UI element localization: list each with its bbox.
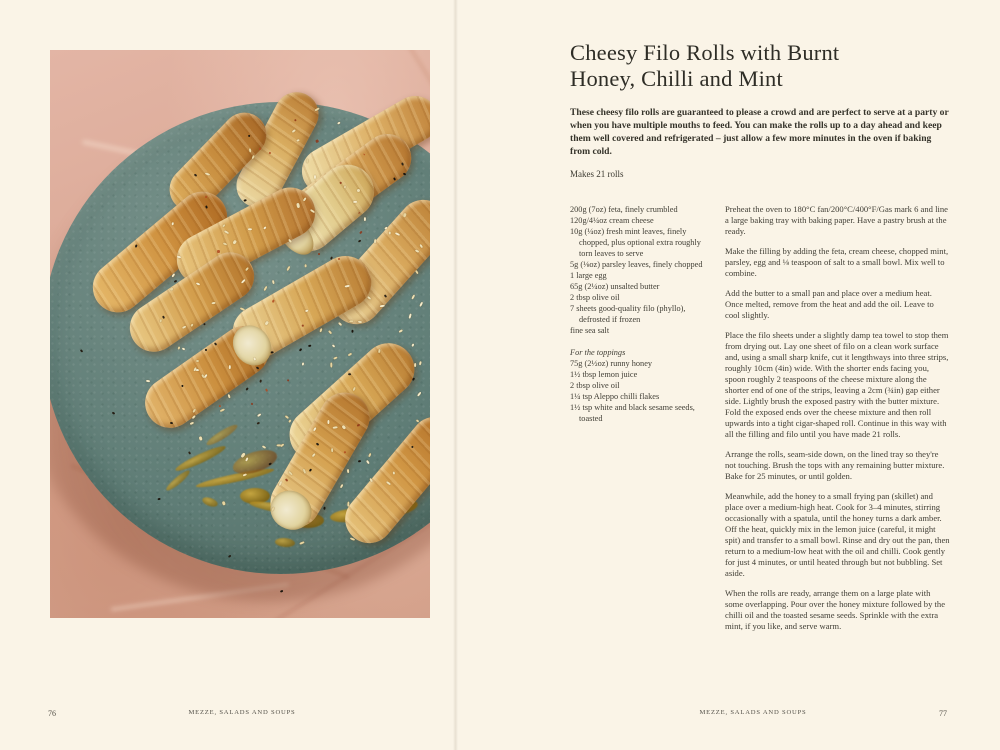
white-sesame-seed: [347, 469, 350, 473]
method-paragraph: Add the butter to a small pan and place over a medium heat. Once melted, remove from the heat and add the oil. Leave to cool slightly.: [725, 288, 934, 321]
black-sesame-seed: [358, 460, 361, 463]
ingredient-item: 120g/4¼oz cream cheese: [570, 216, 654, 226]
white-sesame-seed: [330, 448, 332, 452]
topping-item: 1½ tsp white and black sesame seeds, toasted: [570, 403, 695, 424]
recipe-columns: [570, 204, 950, 641]
ingredient-item: 10g (¼oz) fresh mint leaves, finely chopped, plus optional extra roughly torn leaves to serve: [570, 227, 701, 259]
method-paragraph: Meanwhile, add the honey to a small frying pan (skillet) and place over a medium-high heat. Cook for 3–4 minutes, stirring occasionally with a spatula, until the honey turns a dark amber. Off the heat, quickly mix in the lemon juice (careful, it might spit) and transfer to a small bowl. Rinse and dry out the pan, then return to a medium-low heat with the oil and chilli. Cook gently for just 4 minutes, or until heated through but not bubbling. Set aside.: [725, 491, 950, 579]
topping-item: 1¼ tsp Aleppo chilli flakes: [570, 392, 660, 402]
left-running-head: MEZZE, SALADS AND SOUPS: [188, 709, 296, 716]
topping-item: 2 tbsp olive oil: [570, 381, 620, 391]
black-sesame-seed: [323, 507, 326, 510]
toppings-list: [570, 358, 714, 424]
method-paragraph: Place the filo sheets under a slightly damp tea towel to stop them from drying out. Lay one sheet of filo on a clean work surface and, using a small sharp knife, cut it lengthways into three strips, roughly 10cm (4in) wide. With the shorter ends facing you, spoon roughly 2 teaspoons of the cheese mixture along the shorter end of one of the strips, leaving a 2cm (¾in) gap either side. Lightly brush the exposed pastry with the butter mixture. Fold the exposed ends over the cheese mixture and then roll upwards into a tight cigar-shaped roll. Continue in this way with all the filling and filo until you have made 21 rolls.: [725, 330, 949, 440]
method-column: [725, 204, 950, 641]
ingredient-item: 5g (⅛oz) parsley leaves, finely chopped: [570, 260, 703, 270]
white-sesame-seed: [229, 365, 231, 369]
black-sesame-seed: [271, 351, 274, 353]
topping-item: 75g (2½oz) runny honey: [570, 359, 653, 369]
chilli-flake: [217, 250, 220, 253]
food-photo: [50, 50, 430, 618]
white-sesame-seed: [314, 175, 316, 179]
white-sesame-seed: [392, 471, 395, 475]
recipe-title: [570, 40, 950, 93]
black-sesame-seed: [170, 422, 173, 424]
method-paragraph: When the rolls are ready, arrange them on a large plate with some overlapping. Pour over the honey mixture followed by the chilli oil and the toasted sesame seeds. Sprinkle with the extra mint, if you like, and serve warm.: [725, 588, 946, 632]
white-sesame-seed: [248, 148, 251, 152]
right-running-head: MEZZE, SALADS AND SOUPS: [699, 709, 807, 716]
ingredient-item: 200g (7oz) feta, finely crumbled: [570, 205, 678, 215]
right-page-number: 77: [939, 709, 947, 718]
ingredient-item: 65g (2¼oz) unsalted butter: [570, 282, 660, 292]
ingredients-list: [570, 204, 714, 336]
left-page-number: 76: [48, 709, 56, 718]
method-paragraph: Preheat the oven to 180°C fan/200°C/400°F/Gas mark 6 and line a large baking tray with baking paper. Have a pastry brush at the ready.: [725, 204, 948, 237]
black-sesame-seed: [348, 372, 351, 374]
white-sesame-seed: [304, 264, 306, 267]
white-sesame-seed: [248, 228, 252, 230]
ingredient-item: 2 tbsp olive oil: [570, 293, 620, 303]
ingredient-item: fine sea salt: [570, 326, 610, 336]
white-sesame-seed: [357, 189, 361, 192]
method-paragraph: Arrange the rolls, seam-side down, on the lined tray so they're not touching. Brush the tops with any remaining butter mixture. Bake for 25 minutes, or until golden.: [725, 449, 945, 482]
method-paragraph: Make the filling by adding the feta, cream cheese, chopped mint, parsley, egg and ⅛ teaspoon of salt to a small bowl. Mix well to combine.: [725, 246, 949, 279]
white-sesame-seed: [358, 320, 362, 323]
recipe-title-line1: Cheesy Filo Rolls with Burnt: [570, 40, 840, 65]
white-sesame-seed: [347, 502, 349, 507]
recipe-title-line2: Honey, Chilli and Mint: [570, 66, 783, 92]
toppings-heading: For the toppings: [570, 348, 626, 358]
white-sesame-seed: [348, 319, 353, 322]
recipe-yield: Makes 21 rolls: [570, 169, 624, 180]
recipe-page: [570, 40, 950, 641]
page-fold: [453, 0, 458, 750]
ingredient-item: 1 large egg: [570, 271, 607, 281]
ingredient-item: 7 sheets good-quality filo (phyllo), defrosted if frozen: [570, 304, 686, 325]
chilli-flake: [358, 211, 360, 213]
topping-item: 1½ tbsp lemon juice: [570, 370, 638, 380]
ingredients-column: [570, 204, 714, 641]
chilli-flake: [318, 253, 320, 255]
recipe-intro: These cheesy filo rolls are guaranteed to please a crowd and are perfect to serve at a party or when you have multiple mouths to feed. You can make the rolls up to a day ahead and keep them well covered and refrigerated – just allow a few more minutes in the oven if baking from cold.: [570, 106, 949, 158]
